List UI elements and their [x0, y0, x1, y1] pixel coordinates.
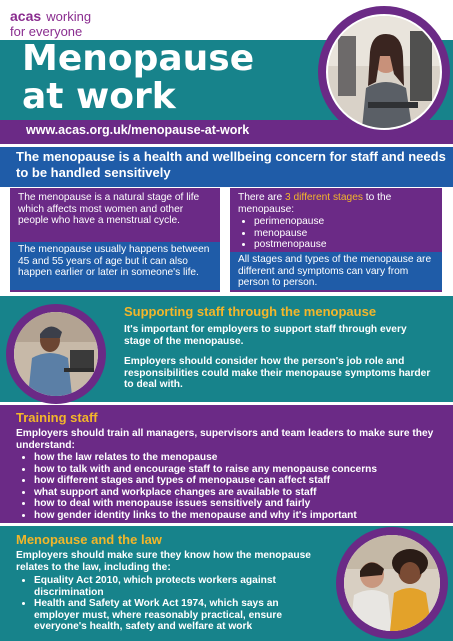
stage-item: • menopause [254, 228, 444, 240]
supporting-heading: Supporting staff through the menopause [124, 304, 377, 319]
logo-tagline-2: for everyone [10, 24, 83, 39]
age-text: The menopause usually happens between 45 and 55 years of age but it can also happen earlier or later in someone's life. [18, 244, 210, 278]
two-colleagues-photo [344, 535, 440, 631]
supporting-text-1: It's important for employers to support staff through every stage of the menopause. [124, 324, 407, 347]
stage-item: • perimenopause [254, 216, 444, 228]
stages-lead-pre: There are [238, 192, 285, 203]
training-heading: Training staff [16, 410, 98, 425]
training-item: • how different stages and types of menopause can affect staff [34, 475, 440, 487]
logo-tagline-1: working [46, 9, 92, 24]
page-title [22, 40, 322, 116]
menopause-url-link[interactable]: www.acas.org.uk/menopause-at-work [26, 123, 250, 137]
law-intro: Employers should make sure they know how the menopause relates to the law, including the: [16, 550, 311, 573]
title-line-2: at work [22, 76, 176, 117]
title-line-1: Menopause [22, 38, 255, 79]
training-list [20, 452, 440, 521]
woman-at-laptop-photo [14, 312, 98, 396]
stages-lead [238, 192, 436, 215]
stages-box [230, 188, 442, 292]
symptoms-text: All stages and types of the menopause are different and symptoms can vary from person to person. [238, 254, 432, 288]
training-item: • how gender identity links to the menopause and why it's important [34, 510, 440, 522]
stage-item: • postmenopause [254, 239, 444, 251]
logo-brand: acas [10, 8, 42, 24]
training-item: • what support and workplace changes are available to staff [34, 487, 440, 499]
stages-lead-post: to the menopause: [238, 192, 392, 215]
law-item: • Equality Act 2010, which protects workers against discrimination [34, 575, 320, 598]
menopause-definition-box [10, 188, 220, 292]
woman-at-desk-photo [328, 16, 440, 128]
intro-statement: The menopause is a health and wellbeing concern for staff and needs to be handled sensitively [16, 149, 446, 180]
stages-list [240, 216, 444, 251]
law-list [20, 575, 320, 633]
acas-logo [10, 6, 210, 42]
training-item: • how to deal with menopause issues sensitively and fairly [34, 498, 440, 510]
law-item: • Health and Safety at Work Act 1974, which says an employer must, where reasonably practical, ensure everyone's health, safety and welfare at work [34, 598, 320, 633]
law-heading: Menopause and the law [16, 532, 162, 547]
training-item: • how the law relates to the menopause [34, 452, 440, 464]
definition-text: The menopause is a natural stage of life which affects most women and other people who have a menstrual cycle. [18, 192, 200, 226]
supporting-text-2: Employers should consider how the person's job role and responsibilities could make their menopause symptoms harder to deal with. [124, 356, 431, 390]
training-intro: Employers should train all managers, supervisors and team leaders to make sure they understand: [16, 428, 434, 451]
training-item: • how to talk with and encourage staff to raise any menopause concerns [34, 464, 440, 476]
stages-highlight: 3 different stages [285, 192, 363, 203]
